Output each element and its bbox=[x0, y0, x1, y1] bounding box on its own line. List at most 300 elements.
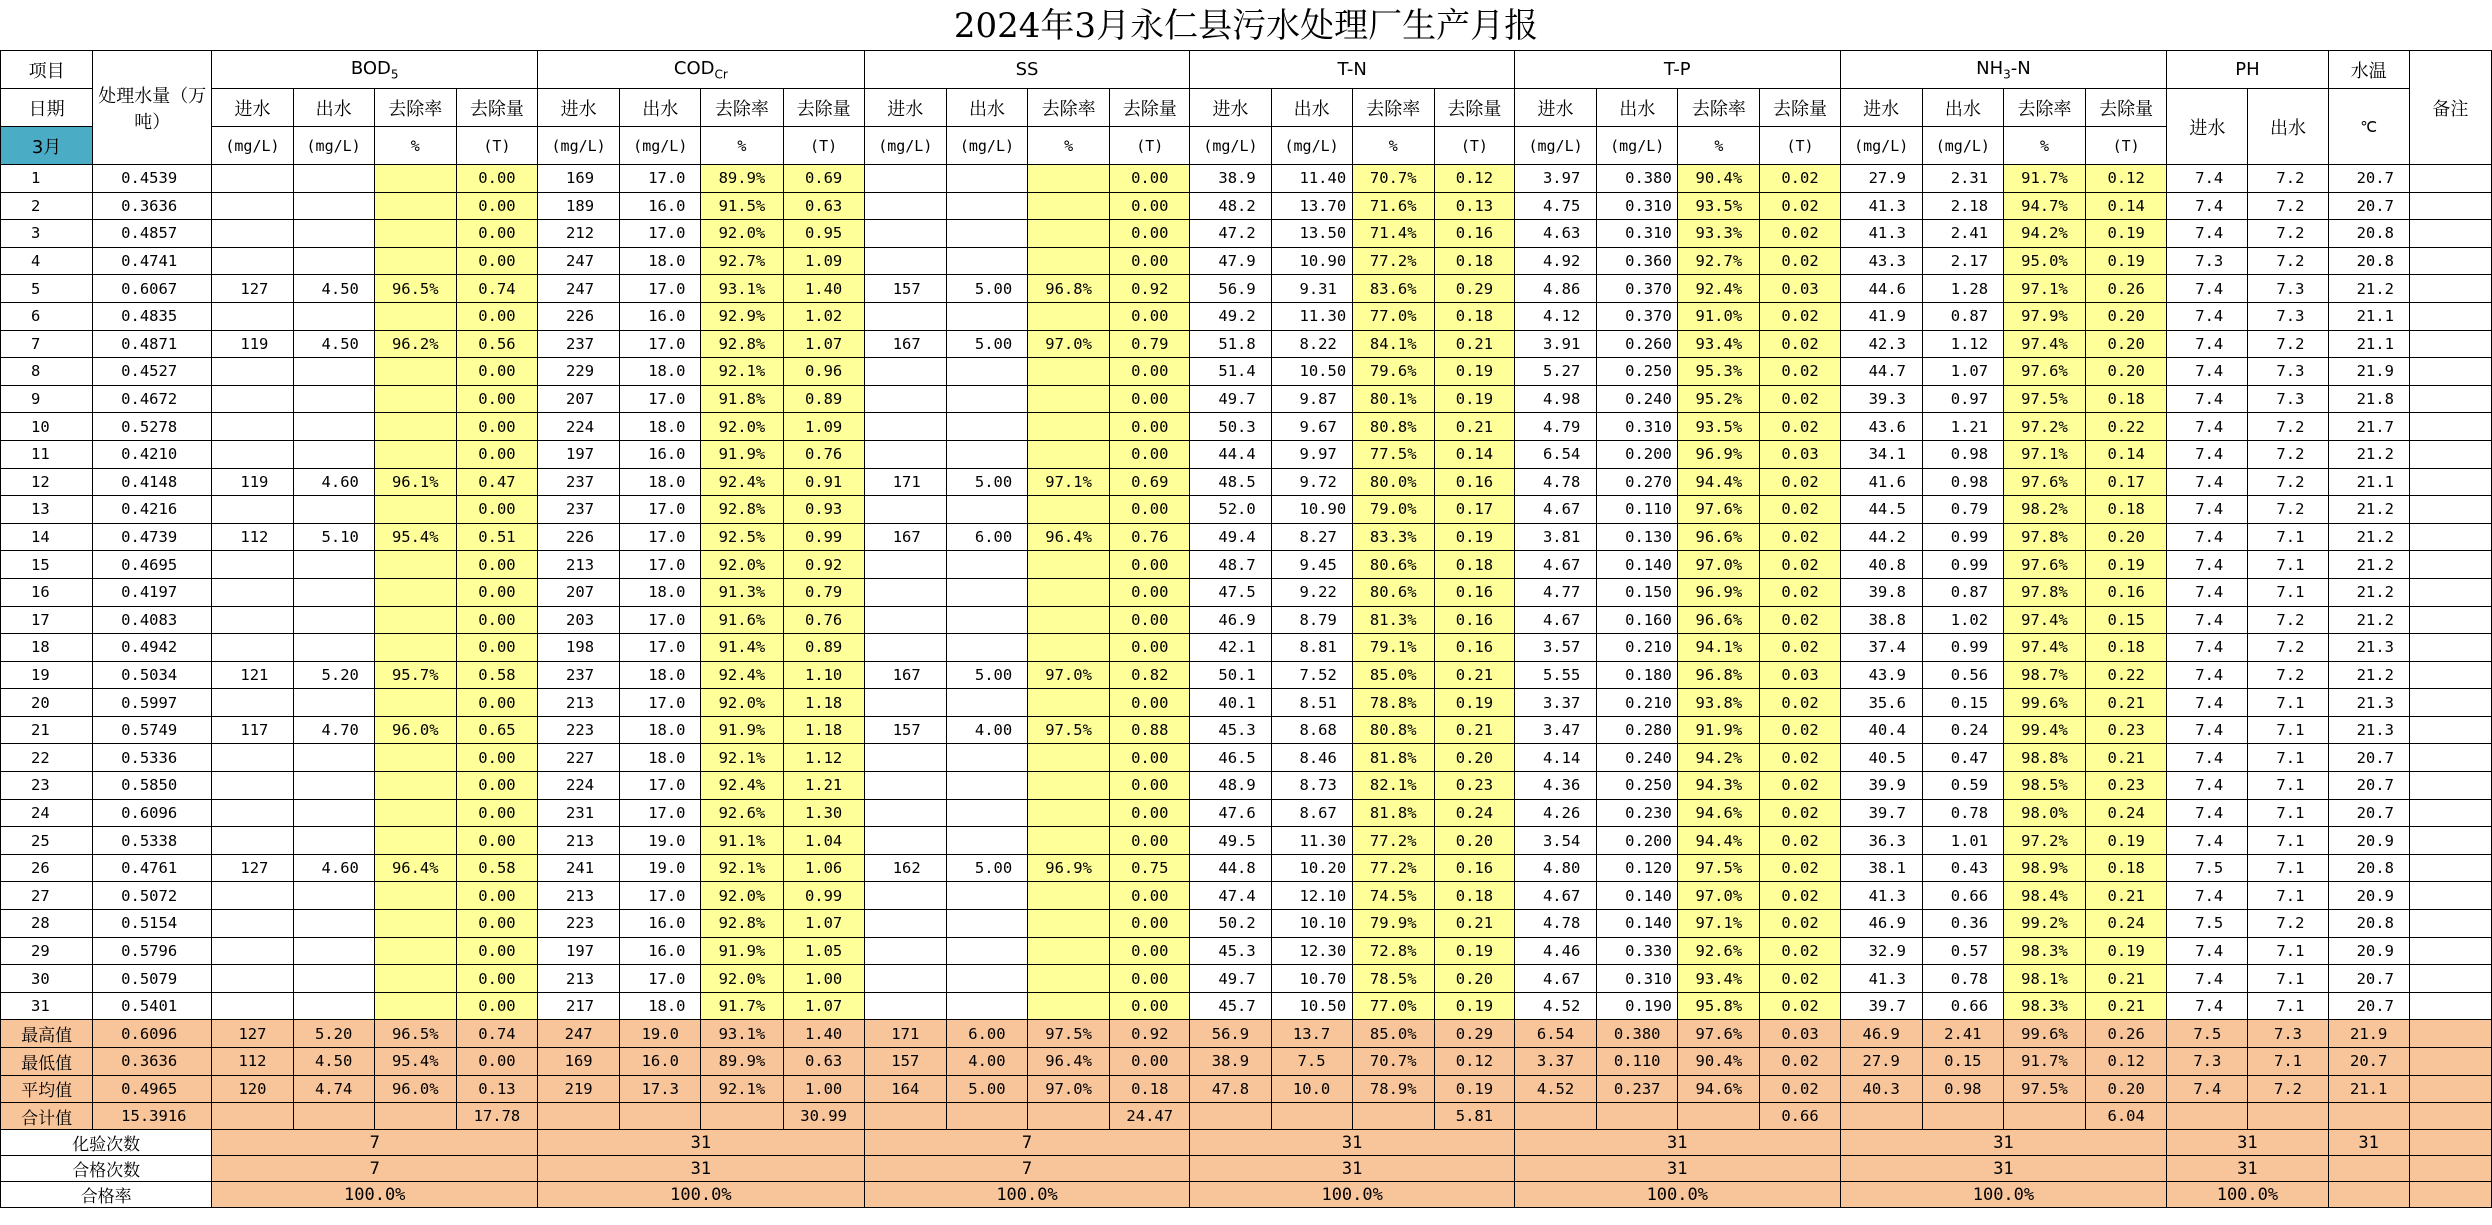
data-cell[interactable]: 4.14 bbox=[1514, 744, 1596, 772]
data-cell[interactable]: 7.4 bbox=[2167, 882, 2248, 910]
data-cell[interactable]: 10.70 bbox=[1271, 965, 1352, 993]
data-cell[interactable]: 0.02 bbox=[1760, 882, 1840, 910]
data-cell[interactable]: 21.2 bbox=[2328, 661, 2409, 689]
data-cell[interactable]: 0.20 bbox=[2086, 358, 2167, 386]
data-cell[interactable]: 99.4% bbox=[2003, 716, 2085, 744]
data-cell[interactable]: 7.4 bbox=[2167, 302, 2248, 330]
data-cell[interactable] bbox=[1028, 744, 1110, 772]
data-cell[interactable]: 1.05 bbox=[783, 937, 864, 965]
data-cell[interactable]: 91.7% bbox=[701, 992, 783, 1020]
data-cell[interactable]: 93.4% bbox=[1678, 330, 1760, 358]
data-cell[interactable] bbox=[374, 910, 456, 938]
data-cell[interactable]: 99.2% bbox=[2003, 910, 2085, 938]
data-cell[interactable]: 9.22 bbox=[1271, 578, 1352, 606]
data-cell[interactable]: 13.50 bbox=[1271, 220, 1352, 248]
data-cell[interactable]: 17.0 bbox=[620, 965, 701, 993]
data-cell[interactable]: 7.4 bbox=[2167, 385, 2248, 413]
data-cell[interactable]: 8.27 bbox=[1271, 523, 1352, 551]
data-cell[interactable]: 97.4% bbox=[2003, 606, 2085, 634]
data-cell[interactable]: 11.30 bbox=[1271, 827, 1352, 855]
data-cell[interactable]: 47.9 bbox=[1190, 247, 1271, 275]
data-cell[interactable]: 0.78 bbox=[1922, 965, 2003, 993]
data-cell[interactable] bbox=[864, 772, 946, 800]
data-cell[interactable]: 98.3% bbox=[2003, 992, 2085, 1020]
data-cell[interactable]: 21.1 bbox=[2328, 302, 2409, 330]
data-cell[interactable]: 19.0 bbox=[620, 827, 701, 855]
data-cell[interactable]: 97.1% bbox=[2003, 275, 2085, 303]
data-cell[interactable]: 7.4 bbox=[2167, 165, 2248, 193]
data-cell[interactable]: 171 bbox=[864, 468, 946, 496]
data-cell[interactable]: 93.8% bbox=[1678, 689, 1760, 717]
data-cell[interactable]: 91.9% bbox=[1678, 716, 1760, 744]
data-cell[interactable]: 4.63 bbox=[1514, 220, 1596, 248]
data-cell[interactable]: 7.4 bbox=[2167, 937, 2248, 965]
data-cell[interactable]: 92.8% bbox=[701, 910, 783, 938]
data-cell[interactable]: 0.02 bbox=[1760, 496, 1840, 524]
data-cell[interactable] bbox=[946, 192, 1027, 220]
data-cell[interactable]: 92.0% bbox=[701, 689, 783, 717]
row-date[interactable]: 17 bbox=[1, 606, 93, 634]
data-cell[interactable]: 32.9 bbox=[1840, 937, 1922, 965]
data-cell[interactable]: 0.03 bbox=[1760, 275, 1840, 303]
data-cell[interactable]: 0.18 bbox=[2086, 385, 2167, 413]
data-cell[interactable] bbox=[293, 440, 374, 468]
data-cell[interactable]: 0.5997 bbox=[93, 689, 212, 717]
data-cell[interactable]: 7.5 bbox=[2167, 910, 2248, 938]
data-cell[interactable]: 197 bbox=[538, 440, 620, 468]
data-cell[interactable]: 7.3 bbox=[2248, 385, 2328, 413]
data-cell[interactable]: 79.1% bbox=[1352, 634, 1434, 662]
data-cell[interactable]: 0.24 bbox=[1922, 716, 2003, 744]
data-cell[interactable]: 4.50 bbox=[293, 330, 374, 358]
remark-cell[interactable] bbox=[2409, 882, 2491, 910]
data-cell[interactable]: 7.4 bbox=[2167, 413, 2248, 441]
data-cell[interactable] bbox=[212, 192, 293, 220]
data-cell[interactable] bbox=[1028, 910, 1110, 938]
data-cell[interactable]: 0.19 bbox=[2086, 551, 2167, 579]
data-cell[interactable]: 0.13 bbox=[1434, 192, 1514, 220]
data-cell[interactable]: 80.6% bbox=[1352, 551, 1434, 579]
data-cell[interactable]: 97.4% bbox=[2003, 634, 2085, 662]
data-cell[interactable]: 162 bbox=[864, 854, 946, 882]
data-cell[interactable]: 44.7 bbox=[1840, 358, 1922, 386]
data-cell[interactable]: 0.22 bbox=[2086, 661, 2167, 689]
data-cell[interactable]: 6.00 bbox=[946, 523, 1027, 551]
data-cell[interactable] bbox=[1028, 799, 1110, 827]
data-cell[interactable]: 21.2 bbox=[2328, 440, 2409, 468]
data-cell[interactable]: 7.1 bbox=[2248, 965, 2328, 993]
data-cell[interactable]: 0.99 bbox=[1922, 523, 2003, 551]
data-cell[interactable]: 45.3 bbox=[1190, 716, 1271, 744]
remark-cell[interactable] bbox=[2409, 689, 2491, 717]
data-cell[interactable]: 0.99 bbox=[783, 523, 864, 551]
data-cell[interactable]: 99.6% bbox=[2003, 689, 2085, 717]
data-cell[interactable]: 0.20 bbox=[1434, 965, 1514, 993]
data-cell[interactable]: 0.18 bbox=[1434, 882, 1514, 910]
data-cell[interactable] bbox=[212, 578, 293, 606]
data-cell[interactable] bbox=[374, 385, 456, 413]
data-cell[interactable]: 0.250 bbox=[1597, 772, 1678, 800]
data-cell[interactable]: 45.7 bbox=[1190, 992, 1271, 1020]
data-cell[interactable]: 0.310 bbox=[1597, 192, 1678, 220]
data-cell[interactable] bbox=[212, 689, 293, 717]
remark-cell[interactable] bbox=[2409, 634, 2491, 662]
data-cell[interactable]: 0.19 bbox=[1434, 937, 1514, 965]
data-cell[interactable]: 17.0 bbox=[620, 220, 701, 248]
data-cell[interactable]: 0.17 bbox=[2086, 468, 2167, 496]
data-cell[interactable]: 0.00 bbox=[1110, 937, 1190, 965]
data-cell[interactable]: 56.9 bbox=[1190, 275, 1271, 303]
data-cell[interactable]: 0.00 bbox=[456, 440, 537, 468]
data-cell[interactable]: 47.5 bbox=[1190, 578, 1271, 606]
data-cell[interactable]: 0.190 bbox=[1597, 992, 1678, 1020]
data-cell[interactable]: 0.5749 bbox=[93, 716, 212, 744]
data-cell[interactable]: 7.3 bbox=[2248, 302, 2328, 330]
data-cell[interactable]: 49.4 bbox=[1190, 523, 1271, 551]
data-cell[interactable]: 4.78 bbox=[1514, 468, 1596, 496]
data-cell[interactable]: 0.16 bbox=[1434, 854, 1514, 882]
data-cell[interactable]: 0.66 bbox=[1922, 882, 2003, 910]
data-cell[interactable]: 0.19 bbox=[2086, 937, 2167, 965]
data-cell[interactable] bbox=[946, 937, 1027, 965]
data-cell[interactable] bbox=[374, 606, 456, 634]
data-cell[interactable] bbox=[864, 551, 946, 579]
data-cell[interactable]: 95.8% bbox=[1678, 992, 1760, 1020]
data-cell[interactable]: 27.9 bbox=[1840, 165, 1922, 193]
row-date[interactable]: 19 bbox=[1, 661, 93, 689]
data-cell[interactable]: 50.3 bbox=[1190, 413, 1271, 441]
data-cell[interactable]: 0.00 bbox=[1110, 772, 1190, 800]
row-date[interactable]: 24 bbox=[1, 799, 93, 827]
data-cell[interactable]: 0.280 bbox=[1597, 716, 1678, 744]
data-cell[interactable] bbox=[293, 689, 374, 717]
data-cell[interactable]: 71.4% bbox=[1352, 220, 1434, 248]
data-cell[interactable]: 0.02 bbox=[1760, 992, 1840, 1020]
data-cell[interactable]: 0.00 bbox=[456, 689, 537, 717]
data-cell[interactable]: 0.23 bbox=[1434, 772, 1514, 800]
data-cell[interactable]: 4.67 bbox=[1514, 496, 1596, 524]
remark-cell[interactable] bbox=[2409, 1130, 2491, 1156]
data-cell[interactable]: 0.00 bbox=[456, 302, 537, 330]
data-cell[interactable]: 21.2 bbox=[2328, 606, 2409, 634]
data-cell[interactable]: 38.9 bbox=[1190, 165, 1271, 193]
data-cell[interactable]: 17.0 bbox=[620, 772, 701, 800]
data-cell[interactable]: 1.28 bbox=[1922, 275, 2003, 303]
data-cell[interactable]: 18.0 bbox=[620, 992, 701, 1020]
data-cell[interactable]: 92.0% bbox=[701, 965, 783, 993]
data-cell[interactable]: 0.58 bbox=[456, 661, 537, 689]
remark-cell[interactable] bbox=[2409, 165, 2491, 193]
data-cell[interactable]: 0.00 bbox=[1110, 192, 1190, 220]
data-cell[interactable]: 92.0% bbox=[701, 551, 783, 579]
data-cell[interactable]: 167 bbox=[864, 330, 946, 358]
data-cell[interactable]: 0.6067 bbox=[93, 275, 212, 303]
data-cell[interactable]: 44.2 bbox=[1840, 523, 1922, 551]
data-cell[interactable]: 0.02 bbox=[1760, 220, 1840, 248]
data-cell[interactable]: 0.00 bbox=[1110, 220, 1190, 248]
row-date[interactable]: 14 bbox=[1, 523, 93, 551]
data-cell[interactable]: 43.9 bbox=[1840, 661, 1922, 689]
data-cell[interactable] bbox=[374, 689, 456, 717]
data-cell[interactable]: 3.97 bbox=[1514, 165, 1596, 193]
data-cell[interactable]: 0.18 bbox=[1434, 302, 1514, 330]
data-cell[interactable] bbox=[1028, 165, 1110, 193]
data-cell[interactable]: 96.1% bbox=[374, 468, 456, 496]
data-cell[interactable]: 92.8% bbox=[701, 330, 783, 358]
data-cell[interactable]: 80.8% bbox=[1352, 413, 1434, 441]
data-cell[interactable]: 7.4 bbox=[2167, 772, 2248, 800]
data-cell[interactable]: 0.19 bbox=[1434, 358, 1514, 386]
data-cell[interactable]: 92.5% bbox=[701, 523, 783, 551]
data-cell[interactable]: 82.1% bbox=[1352, 772, 1434, 800]
data-cell[interactable]: 97.1% bbox=[1678, 910, 1760, 938]
remark-cell[interactable] bbox=[2409, 220, 2491, 248]
data-cell[interactable]: 0.00 bbox=[456, 385, 537, 413]
data-cell[interactable]: 0.240 bbox=[1597, 744, 1678, 772]
data-cell[interactable]: 226 bbox=[538, 302, 620, 330]
data-cell[interactable]: 5.00 bbox=[946, 468, 1027, 496]
data-cell[interactable]: 96.9% bbox=[1028, 854, 1110, 882]
data-cell[interactable]: 213 bbox=[538, 882, 620, 910]
data-cell[interactable] bbox=[946, 413, 1027, 441]
data-cell[interactable]: 0.95 bbox=[783, 220, 864, 248]
data-cell[interactable]: 98.1% bbox=[2003, 965, 2085, 993]
data-cell[interactable] bbox=[374, 440, 456, 468]
data-cell[interactable]: 1.00 bbox=[783, 965, 864, 993]
data-cell[interactable]: 7.1 bbox=[2248, 744, 2328, 772]
data-cell[interactable]: 3.47 bbox=[1514, 716, 1596, 744]
data-cell[interactable]: 2.31 bbox=[1922, 165, 2003, 193]
data-cell[interactable] bbox=[864, 937, 946, 965]
data-cell[interactable]: 20.7 bbox=[2328, 772, 2409, 800]
data-cell[interactable]: 4.70 bbox=[293, 716, 374, 744]
data-cell[interactable]: 7.4 bbox=[2167, 827, 2248, 855]
data-cell[interactable]: 0.76 bbox=[1110, 523, 1190, 551]
data-cell[interactable]: 0.15 bbox=[1922, 689, 2003, 717]
data-cell[interactable]: 10.20 bbox=[1271, 854, 1352, 882]
data-cell[interactable]: 49.2 bbox=[1190, 302, 1271, 330]
data-cell[interactable]: 0.21 bbox=[2086, 992, 2167, 1020]
data-cell[interactable]: 237 bbox=[538, 496, 620, 524]
data-cell[interactable]: 0.19 bbox=[1434, 992, 1514, 1020]
data-cell[interactable]: 41.3 bbox=[1840, 220, 1922, 248]
data-cell[interactable] bbox=[374, 882, 456, 910]
data-cell[interactable]: 0.00 bbox=[456, 413, 537, 441]
data-cell[interactable]: 44.8 bbox=[1190, 854, 1271, 882]
data-cell[interactable]: 0.24 bbox=[2086, 799, 2167, 827]
data-cell[interactable]: 4.50 bbox=[293, 275, 374, 303]
row-date[interactable]: 23 bbox=[1, 772, 93, 800]
data-cell[interactable]: 0.4942 bbox=[93, 634, 212, 662]
remark-cell[interactable] bbox=[2409, 992, 2491, 1020]
data-cell[interactable]: 0.4739 bbox=[93, 523, 212, 551]
data-cell[interactable]: 44.5 bbox=[1840, 496, 1922, 524]
data-cell[interactable]: 40.4 bbox=[1840, 716, 1922, 744]
data-cell[interactable]: 0.02 bbox=[1760, 716, 1840, 744]
data-cell[interactable]: 11.40 bbox=[1271, 165, 1352, 193]
data-cell[interactable]: 92.1% bbox=[701, 854, 783, 882]
data-cell[interactable]: 41.3 bbox=[1840, 965, 1922, 993]
data-cell[interactable]: 1.18 bbox=[783, 689, 864, 717]
data-cell[interactable]: 46.9 bbox=[1190, 606, 1271, 634]
data-cell[interactable]: 97.6% bbox=[2003, 551, 2085, 579]
data-cell[interactable]: 1.09 bbox=[783, 413, 864, 441]
data-cell[interactable] bbox=[1028, 220, 1110, 248]
data-cell[interactable]: 79.9% bbox=[1352, 910, 1434, 938]
data-cell[interactable]: 0.23 bbox=[2086, 772, 2167, 800]
data-cell[interactable]: 0.78 bbox=[1922, 799, 2003, 827]
data-cell[interactable]: 227 bbox=[538, 744, 620, 772]
data-cell[interactable]: 0.22 bbox=[2086, 413, 2167, 441]
data-cell[interactable]: 226 bbox=[538, 523, 620, 551]
remark-cell[interactable] bbox=[2409, 772, 2491, 800]
data-cell[interactable]: 213 bbox=[538, 827, 620, 855]
remark-cell[interactable] bbox=[2409, 551, 2491, 579]
data-cell[interactable]: 17.0 bbox=[620, 523, 701, 551]
data-cell[interactable] bbox=[864, 302, 946, 330]
data-cell[interactable]: 0.02 bbox=[1760, 358, 1840, 386]
data-cell[interactable]: 0.75 bbox=[1110, 854, 1190, 882]
data-cell[interactable] bbox=[864, 165, 946, 193]
data-cell[interactable]: 5.55 bbox=[1514, 661, 1596, 689]
data-cell[interactable]: 47.2 bbox=[1190, 220, 1271, 248]
data-cell[interactable] bbox=[864, 220, 946, 248]
data-cell[interactable] bbox=[946, 302, 1027, 330]
data-cell[interactable]: 13.70 bbox=[1271, 192, 1352, 220]
data-cell[interactable]: 237 bbox=[538, 661, 620, 689]
data-cell[interactable] bbox=[212, 882, 293, 910]
data-cell[interactable] bbox=[293, 910, 374, 938]
data-cell[interactable]: 213 bbox=[538, 689, 620, 717]
data-cell[interactable]: 49.7 bbox=[1190, 385, 1271, 413]
data-cell[interactable]: 97.1% bbox=[2003, 440, 2085, 468]
data-cell[interactable]: 20.7 bbox=[2328, 165, 2409, 193]
data-cell[interactable]: 0.02 bbox=[1760, 413, 1840, 441]
data-cell[interactable]: 0.57 bbox=[1922, 937, 2003, 965]
data-cell[interactable] bbox=[1028, 496, 1110, 524]
data-cell[interactable]: 16.0 bbox=[620, 192, 701, 220]
data-cell[interactable]: 0.69 bbox=[783, 165, 864, 193]
data-cell[interactable] bbox=[374, 937, 456, 965]
remark-cell[interactable] bbox=[2409, 854, 2491, 882]
data-cell[interactable]: 0.20 bbox=[2086, 330, 2167, 358]
data-cell[interactable] bbox=[1028, 882, 1110, 910]
row-date[interactable]: 3 bbox=[1, 220, 93, 248]
data-cell[interactable]: 7.2 bbox=[2248, 247, 2328, 275]
row-date[interactable]: 13 bbox=[1, 496, 93, 524]
data-cell[interactable] bbox=[293, 247, 374, 275]
data-cell[interactable]: 7.2 bbox=[2248, 220, 2328, 248]
data-cell[interactable]: 0.230 bbox=[1597, 799, 1678, 827]
data-cell[interactable]: 2.18 bbox=[1922, 192, 2003, 220]
data-cell[interactable]: 92.9% bbox=[701, 302, 783, 330]
row-date[interactable]: 11 bbox=[1, 440, 93, 468]
data-cell[interactable]: 0.5154 bbox=[93, 910, 212, 938]
data-cell[interactable]: 7.4 bbox=[2167, 440, 2248, 468]
data-cell[interactable]: 3.91 bbox=[1514, 330, 1596, 358]
row-date[interactable]: 6 bbox=[1, 302, 93, 330]
data-cell[interactable]: 0.4741 bbox=[93, 247, 212, 275]
data-cell[interactable]: 0.4216 bbox=[93, 496, 212, 524]
row-date[interactable]: 29 bbox=[1, 937, 93, 965]
data-cell[interactable]: 10.50 bbox=[1271, 358, 1352, 386]
data-cell[interactable] bbox=[946, 744, 1027, 772]
data-cell[interactable]: 97.8% bbox=[2003, 578, 2085, 606]
data-cell[interactable] bbox=[1028, 827, 1110, 855]
data-cell[interactable] bbox=[946, 910, 1027, 938]
data-cell[interactable]: 12.10 bbox=[1271, 882, 1352, 910]
data-cell[interactable] bbox=[293, 302, 374, 330]
data-cell[interactable]: 0.16 bbox=[2086, 578, 2167, 606]
data-cell[interactable]: 47.4 bbox=[1190, 882, 1271, 910]
data-cell[interactable]: 1.07 bbox=[1922, 358, 2003, 386]
data-cell[interactable]: 48.7 bbox=[1190, 551, 1271, 579]
data-cell[interactable]: 0.02 bbox=[1760, 772, 1840, 800]
data-cell[interactable]: 0.19 bbox=[1434, 523, 1514, 551]
row-date[interactable]: 25 bbox=[1, 827, 93, 855]
data-cell[interactable]: 18.0 bbox=[620, 468, 701, 496]
data-cell[interactable]: 5.00 bbox=[946, 854, 1027, 882]
remark-cell[interactable] bbox=[2409, 330, 2491, 358]
data-cell[interactable]: 0.00 bbox=[1110, 358, 1190, 386]
data-cell[interactable]: 95.3% bbox=[1678, 358, 1760, 386]
data-cell[interactable]: 0.47 bbox=[1922, 744, 2003, 772]
data-cell[interactable]: 0.00 bbox=[1110, 965, 1190, 993]
data-cell[interactable] bbox=[374, 744, 456, 772]
data-cell[interactable]: 0.02 bbox=[1760, 165, 1840, 193]
data-cell[interactable]: 0.110 bbox=[1597, 496, 1678, 524]
data-cell[interactable]: 197 bbox=[538, 937, 620, 965]
data-cell[interactable]: 17.0 bbox=[620, 496, 701, 524]
data-cell[interactable]: 0.00 bbox=[456, 910, 537, 938]
data-cell[interactable]: 80.6% bbox=[1352, 578, 1434, 606]
data-cell[interactable] bbox=[946, 551, 1027, 579]
data-cell[interactable]: 0.21 bbox=[1434, 661, 1514, 689]
data-cell[interactable] bbox=[946, 440, 1027, 468]
data-cell[interactable] bbox=[293, 772, 374, 800]
data-cell[interactable]: 223 bbox=[538, 716, 620, 744]
data-cell[interactable]: 77.0% bbox=[1352, 302, 1434, 330]
data-cell[interactable] bbox=[864, 385, 946, 413]
data-cell[interactable] bbox=[374, 192, 456, 220]
data-cell[interactable]: 0.00 bbox=[456, 827, 537, 855]
data-cell[interactable]: 7.4 bbox=[2167, 192, 2248, 220]
data-cell[interactable]: 80.0% bbox=[1352, 468, 1434, 496]
data-cell[interactable]: 94.7% bbox=[2003, 192, 2085, 220]
data-cell[interactable] bbox=[864, 744, 946, 772]
data-cell[interactable] bbox=[212, 992, 293, 1020]
data-cell[interactable] bbox=[212, 606, 293, 634]
data-cell[interactable]: 42.3 bbox=[1840, 330, 1922, 358]
data-cell[interactable]: 4.67 bbox=[1514, 965, 1596, 993]
data-cell[interactable]: 0.21 bbox=[1434, 413, 1514, 441]
row-date[interactable]: 16 bbox=[1, 578, 93, 606]
data-cell[interactable]: 0.24 bbox=[2086, 910, 2167, 938]
data-cell[interactable]: 112 bbox=[212, 523, 293, 551]
data-cell[interactable] bbox=[212, 358, 293, 386]
data-cell[interactable]: 10.10 bbox=[1271, 910, 1352, 938]
data-cell[interactable]: 9.97 bbox=[1271, 440, 1352, 468]
remark-cell[interactable] bbox=[2409, 358, 2491, 386]
data-cell[interactable]: 0.02 bbox=[1760, 799, 1840, 827]
data-cell[interactable]: 21.3 bbox=[2328, 716, 2409, 744]
data-cell[interactable]: 0.00 bbox=[1110, 440, 1190, 468]
data-cell[interactable]: 5.10 bbox=[293, 523, 374, 551]
data-cell[interactable]: 7.1 bbox=[2248, 551, 2328, 579]
data-cell[interactable]: 247 bbox=[538, 275, 620, 303]
data-cell[interactable]: 39.3 bbox=[1840, 385, 1922, 413]
data-cell[interactable]: 0.00 bbox=[456, 247, 537, 275]
